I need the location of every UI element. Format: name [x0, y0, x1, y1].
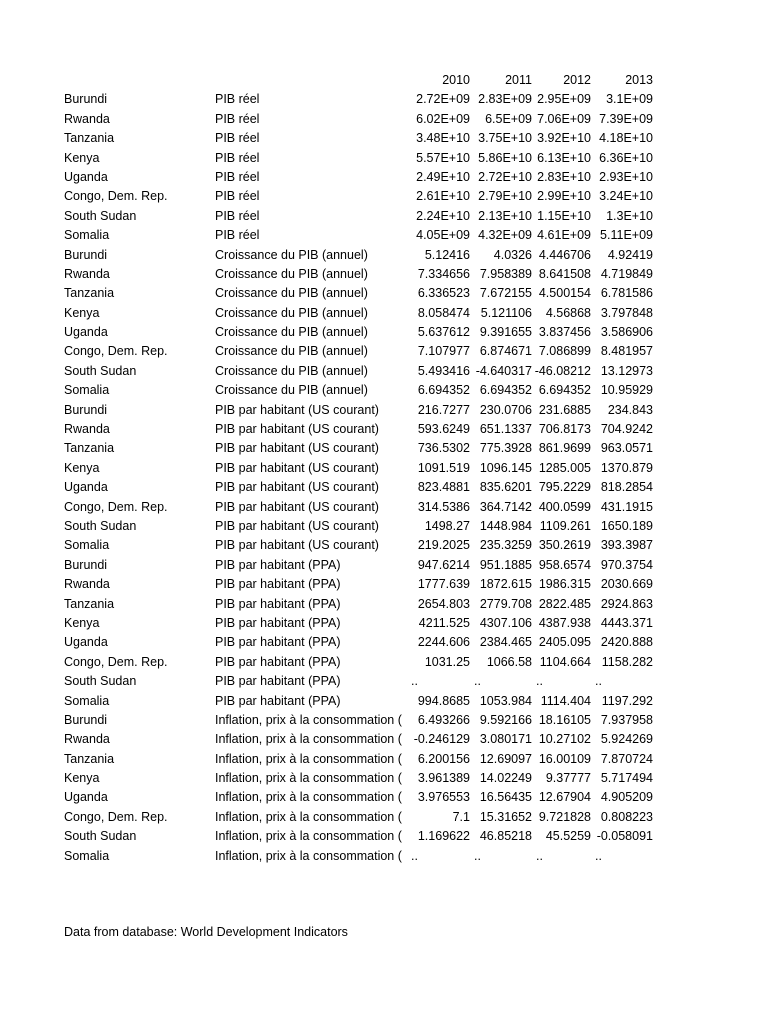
- table-row: [64, 168, 724, 187]
- value-cell-2012: 400.0599: [538, 499, 591, 514]
- table-row: [64, 381, 724, 400]
- value-cell-2010: 2.49E+10: [416, 169, 470, 184]
- indicator-cell: PIB par habitant (PPA): [215, 577, 341, 592]
- indicator-cell: PIB par habitant (US courant): [215, 422, 379, 437]
- value-cell-2013: 6.36E+10: [599, 150, 653, 165]
- value-cell-2010: 593.6249: [417, 422, 470, 437]
- value-cell-2011: 2779.708: [479, 596, 532, 611]
- value-cell-2011: 651.1337: [479, 422, 532, 437]
- value-cell-2011: 9.391655: [479, 325, 532, 340]
- indicator-cell: Inflation, prix à la consommation (: [215, 712, 402, 727]
- value-cell-2011: 3.75E+10: [478, 131, 532, 146]
- table-row: [64, 110, 724, 129]
- value-cell-2010: 7.1: [452, 809, 470, 824]
- table-row: [64, 711, 724, 730]
- table-row: [64, 808, 724, 827]
- indicator-cell: PIB réel: [215, 150, 260, 165]
- value-cell-2013: ..: [595, 848, 602, 863]
- value-cell-2013: 4.719849: [600, 266, 653, 281]
- value-cell-2012: 7.086899: [538, 344, 591, 359]
- value-cell-2011: 6.5E+09: [485, 111, 532, 126]
- value-cell-2011: 15.31652: [479, 809, 532, 824]
- value-cell-2012: 1109.261: [539, 518, 591, 533]
- value-cell-2012: 350.2619: [538, 538, 591, 553]
- value-cell-2012: 4.56868: [545, 305, 591, 320]
- value-cell-2010: 1091.519: [417, 460, 470, 475]
- value-cell-2013: 1197.292: [601, 693, 653, 708]
- value-cell-2012: 1285.005: [538, 460, 591, 475]
- value-cell-2013: 963.0571: [600, 441, 653, 456]
- country-cell: Rwanda: [64, 422, 110, 437]
- table-row: [64, 401, 724, 420]
- value-cell-2011: 4.32E+09: [478, 228, 532, 243]
- country-cell: Tanzania: [64, 751, 115, 766]
- value-cell-2012: -46.08212: [534, 363, 591, 378]
- value-cell-2011: 6.694352: [479, 383, 532, 398]
- value-cell-2013: 8.481957: [600, 344, 653, 359]
- country-cell: Tanzania: [64, 131, 115, 146]
- value-cell-2010: 314.5386: [417, 499, 470, 514]
- table-row: [64, 439, 724, 458]
- indicator-cell: PIB réel: [215, 228, 260, 243]
- value-cell-2010: 6.493266: [417, 712, 470, 727]
- value-cell-2013: 2.93E+10: [599, 169, 653, 184]
- value-cell-2011: 5.121106: [480, 305, 532, 320]
- value-cell-2010: 994.8685: [417, 693, 470, 708]
- value-cell-2013: 5.11E+09: [600, 228, 653, 243]
- value-cell-2010: 5.57E+10: [416, 150, 470, 165]
- value-cell-2013: 2030.669: [600, 577, 653, 592]
- value-cell-2010: ..: [411, 848, 418, 863]
- country-cell: Burundi: [64, 92, 108, 107]
- value-cell-2012: ..: [536, 674, 543, 689]
- country-cell: Kenya: [64, 305, 100, 320]
- value-cell-2010: 2.24E+10: [416, 208, 470, 223]
- table-row: [64, 730, 724, 749]
- value-cell-2010: ..: [411, 674, 418, 689]
- country-cell: Kenya: [64, 771, 100, 786]
- indicator-cell: PIB par habitant (US courant): [215, 518, 379, 533]
- value-cell-2012: 9.721828: [538, 809, 591, 824]
- country-cell: Rwanda: [64, 111, 110, 126]
- value-cell-2011: 775.3928: [479, 441, 532, 456]
- table-row: [64, 362, 724, 381]
- value-cell-2013: 5.717494: [600, 771, 653, 786]
- indicator-cell: PIB par habitant (PPA): [215, 615, 341, 630]
- indicator-cell: Inflation, prix à la consommation (: [215, 790, 402, 805]
- value-cell-2012: 1986.315: [538, 577, 591, 592]
- value-cell-2012: 3.837456: [538, 325, 591, 340]
- indicator-cell: Inflation, prix à la consommation (: [215, 848, 402, 863]
- country-cell: Uganda: [64, 635, 108, 650]
- indicator-cell: PIB par habitant (US courant): [215, 460, 379, 475]
- country-cell: Congo, Dem. Rep.: [64, 499, 168, 514]
- country-cell: Rwanda: [64, 577, 110, 592]
- value-cell-2013: 2420.888: [600, 635, 653, 650]
- value-cell-2011: -4.640317: [475, 363, 532, 378]
- value-cell-2012: 706.8173: [538, 422, 591, 437]
- table-row: [64, 633, 724, 652]
- value-cell-2011: 2.83E+09: [478, 92, 532, 107]
- value-cell-2010: 7.107977: [417, 344, 470, 359]
- value-cell-2010: 823.4881: [417, 480, 470, 495]
- table-row: [64, 498, 724, 517]
- value-cell-2013: 2924.863: [600, 596, 653, 611]
- country-cell: Uganda: [64, 169, 108, 184]
- table-row: [64, 769, 724, 788]
- year-header-2010: 2010: [442, 73, 470, 87]
- value-cell-2013: 4.18E+10: [599, 131, 653, 146]
- value-cell-2012: 12.67904: [538, 790, 591, 805]
- value-cell-2010: 1.169622: [417, 829, 470, 844]
- table-row: [64, 129, 724, 148]
- indicator-cell: PIB par habitant (PPA): [215, 654, 341, 669]
- value-cell-2013: 818.2854: [600, 480, 653, 495]
- country-cell: Uganda: [64, 325, 108, 340]
- value-cell-2012: 1104.664: [539, 654, 591, 669]
- table-row: [64, 692, 724, 711]
- value-cell-2011: 46.85218: [479, 829, 532, 844]
- value-cell-2012: 958.6574: [538, 557, 591, 572]
- value-cell-2011: 1066.58: [486, 654, 532, 669]
- value-cell-2012: 2405.095: [538, 635, 591, 650]
- indicator-cell: PIB par habitant (US courant): [215, 538, 379, 553]
- indicator-cell: Croissance du PIB (annuel): [215, 363, 368, 378]
- country-cell: South Sudan: [64, 829, 137, 844]
- value-cell-2011: 2.72E+10: [478, 169, 532, 184]
- value-cell-2010: 2654.803: [417, 596, 470, 611]
- table-row: [64, 187, 724, 206]
- value-cell-2010: 3.961389: [417, 771, 470, 786]
- value-cell-2013: 5.924269: [600, 732, 653, 747]
- value-cell-2013: 7.937958: [600, 712, 653, 727]
- value-cell-2012: 4.61E+09: [537, 228, 591, 243]
- indicator-cell: PIB réel: [215, 131, 260, 146]
- value-cell-2013: 0.808223: [600, 809, 653, 824]
- value-cell-2013: 431.1915: [600, 499, 653, 514]
- value-cell-2012: 1.15E+10: [537, 208, 591, 223]
- value-cell-2012: 861.9699: [538, 441, 591, 456]
- value-cell-2011: 951.1885: [479, 557, 532, 572]
- table-row: [64, 847, 724, 866]
- value-cell-2013: 6.781586: [600, 286, 653, 301]
- value-cell-2013: 1370.879: [600, 460, 653, 475]
- value-cell-2011: 9.592166: [479, 712, 532, 727]
- value-cell-2011: ..: [474, 848, 481, 863]
- value-cell-2011: 7.672155: [479, 286, 532, 301]
- value-cell-2011: 1053.984: [479, 693, 532, 708]
- value-cell-2010: 6.02E+09: [416, 111, 470, 126]
- country-cell: Congo, Dem. Rep.: [64, 344, 168, 359]
- table-row: [64, 750, 724, 769]
- indicator-cell: PIB par habitant (PPA): [215, 557, 341, 572]
- indicator-cell: Croissance du PIB (annuel): [215, 325, 368, 340]
- value-cell-2012: 18.16105: [538, 712, 591, 727]
- value-cell-2012: 6.694352: [538, 383, 591, 398]
- table-row: [64, 226, 724, 245]
- value-cell-2010: 6.336523: [417, 286, 470, 301]
- indicator-cell: Inflation, prix à la consommation (: [215, 771, 402, 786]
- value-cell-2013: 234.843: [607, 402, 653, 417]
- value-cell-2011: 14.02249: [479, 771, 532, 786]
- indicator-cell: PIB par habitant (US courant): [215, 480, 379, 495]
- value-cell-2010: 3.48E+10: [416, 131, 470, 146]
- table-row: [64, 478, 724, 497]
- value-cell-2010: -0.246129: [413, 732, 470, 747]
- value-cell-2011: 5.86E+10: [478, 150, 532, 165]
- value-cell-2011: 2.79E+10: [478, 189, 532, 204]
- value-cell-2011: 3.080171: [479, 732, 532, 747]
- value-cell-2013: 1158.282: [601, 654, 653, 669]
- country-cell: Burundi: [64, 402, 108, 417]
- country-cell: Somalia: [64, 693, 110, 708]
- indicator-cell: PIB par habitant (US courant): [215, 441, 379, 456]
- value-cell-2010: 4.05E+09: [416, 228, 470, 243]
- indicator-cell: Croissance du PIB (annuel): [215, 305, 368, 320]
- table-row: [64, 90, 724, 109]
- country-cell: Kenya: [64, 150, 100, 165]
- value-cell-2010: 2.61E+10: [416, 189, 470, 204]
- value-cell-2012: 1114.404: [540, 693, 591, 708]
- indicator-cell: Inflation, prix à la consommation (: [215, 829, 402, 844]
- table-row: [64, 827, 724, 846]
- country-cell: Rwanda: [64, 266, 110, 281]
- country-cell: South Sudan: [64, 674, 137, 689]
- country-cell: Congo, Dem. Rep.: [64, 809, 168, 824]
- country-cell: Tanzania: [64, 286, 115, 301]
- value-cell-2012: 4387.938: [538, 615, 591, 630]
- value-cell-2010: 6.694352: [417, 383, 470, 398]
- value-cell-2010: 5.12416: [424, 247, 470, 262]
- country-cell: Tanzania: [64, 596, 115, 611]
- indicator-cell: PIB par habitant (PPA): [215, 635, 341, 650]
- indicator-cell: Inflation, prix à la consommation (: [215, 751, 402, 766]
- indicator-cell: Croissance du PIB (annuel): [215, 286, 368, 301]
- value-cell-2010: 736.5302: [417, 441, 470, 456]
- table-row: [64, 672, 724, 691]
- indicator-cell: PIB par habitant (US courant): [215, 499, 379, 514]
- value-cell-2013: 3.797848: [600, 305, 653, 320]
- value-cell-2012: 8.641508: [538, 266, 591, 281]
- value-cell-2011: 16.56435: [479, 790, 532, 805]
- value-cell-2012: 4.446706: [538, 247, 591, 262]
- country-cell: Kenya: [64, 615, 100, 630]
- value-cell-2013: -0.058091: [596, 829, 653, 844]
- country-cell: Tanzania: [64, 441, 115, 456]
- value-cell-2013: ..: [595, 674, 602, 689]
- table-row: [64, 653, 724, 672]
- source-note: Data from database: World Development Indicators: [64, 925, 348, 939]
- indicator-cell: PIB réel: [215, 189, 260, 204]
- country-cell: Somalia: [64, 383, 110, 398]
- value-cell-2011: 1872.615: [479, 577, 532, 592]
- year-header-2013: 2013: [625, 73, 653, 87]
- value-cell-2011: 4.0326: [493, 247, 532, 262]
- value-cell-2010: 4211.525: [418, 615, 470, 630]
- indicator-cell: PIB par habitant (PPA): [215, 693, 341, 708]
- indicator-cell: Croissance du PIB (annuel): [215, 247, 368, 262]
- value-cell-2013: 10.95929: [600, 383, 653, 398]
- value-cell-2012: 16.00109: [538, 751, 591, 766]
- table-row: [64, 323, 724, 342]
- indicator-cell: PIB par habitant (US courant): [215, 402, 379, 417]
- country-cell: Congo, Dem. Rep.: [64, 189, 168, 204]
- value-cell-2012: 2.99E+10: [537, 189, 591, 204]
- table-row: [64, 595, 724, 614]
- value-cell-2011: 7.958389: [479, 266, 532, 281]
- table-row: [64, 420, 724, 439]
- value-cell-2010: 947.6214: [417, 557, 470, 572]
- table-row: [64, 342, 724, 361]
- value-cell-2013: 7.870724: [600, 751, 653, 766]
- indicator-cell: Croissance du PIB (annuel): [215, 344, 368, 359]
- value-cell-2012: 10.27102: [538, 732, 591, 747]
- value-cell-2012: ..: [536, 848, 543, 863]
- value-cell-2011: 12.69097: [479, 751, 532, 766]
- value-cell-2013: 4.92419: [607, 247, 653, 262]
- country-cell: Rwanda: [64, 732, 110, 747]
- country-cell: Burundi: [64, 712, 108, 727]
- value-cell-2013: 704.9242: [600, 422, 653, 437]
- value-cell-2010: 1031.25: [424, 654, 470, 669]
- value-cell-2013: 4443.371: [600, 615, 653, 630]
- country-cell: Somalia: [64, 848, 110, 863]
- country-cell: Somalia: [64, 228, 110, 243]
- value-cell-2012: 9.37777: [545, 771, 591, 786]
- value-cell-2013: 3.1E+09: [606, 92, 653, 107]
- value-cell-2012: 7.06E+09: [537, 111, 591, 126]
- value-cell-2010: 5.493416: [417, 363, 470, 378]
- value-cell-2010: 219.2025: [417, 538, 470, 553]
- value-cell-2011: 235.3259: [479, 538, 532, 553]
- table-row: [64, 575, 724, 594]
- value-cell-2013: 3.24E+10: [599, 189, 653, 204]
- indicator-cell: PIB réel: [215, 111, 260, 126]
- value-cell-2012: 2.83E+10: [537, 169, 591, 184]
- table-row: [64, 536, 724, 555]
- value-cell-2012: 6.13E+10: [537, 150, 591, 165]
- value-cell-2010: 7.334656: [417, 266, 470, 281]
- value-cell-2011: 2.13E+10: [478, 208, 532, 223]
- country-cell: South Sudan: [64, 208, 137, 223]
- value-cell-2012: 231.6885: [538, 402, 591, 417]
- value-cell-2011: 835.6201: [479, 480, 532, 495]
- value-cell-2010: 2.72E+09: [416, 92, 470, 107]
- indicator-cell: PIB par habitant (PPA): [215, 596, 341, 611]
- table-body: [64, 90, 724, 866]
- indicator-cell: Inflation, prix à la consommation (: [215, 809, 402, 824]
- value-cell-2010: 1498.27: [424, 518, 470, 533]
- value-cell-2011: 230.0706: [479, 402, 532, 417]
- value-cell-2012: 4.500154: [538, 286, 591, 301]
- indicator-cell: PIB réel: [215, 169, 260, 184]
- value-cell-2013: 1.3E+10: [606, 208, 653, 223]
- value-cell-2013: 7.39E+09: [599, 111, 653, 126]
- indicator-cell: Croissance du PIB (annuel): [215, 266, 368, 281]
- value-cell-2010: 1777.639: [417, 577, 470, 592]
- indicator-cell: PIB par habitant (PPA): [215, 674, 341, 689]
- table-row: [64, 246, 724, 265]
- value-cell-2010: 216.7277: [417, 402, 470, 417]
- table-row: [64, 284, 724, 303]
- year-header-2011: 2011: [505, 73, 532, 87]
- value-cell-2012: 2.95E+09: [537, 92, 591, 107]
- indicator-cell: Croissance du PIB (annuel): [215, 383, 368, 398]
- value-cell-2013: 3.586906: [600, 325, 653, 340]
- country-cell: Somalia: [64, 538, 110, 553]
- table-row: [64, 614, 724, 633]
- value-cell-2010: 5.637612: [417, 325, 470, 340]
- table-row: [64, 207, 724, 226]
- table-row: [64, 517, 724, 536]
- value-cell-2011: 364.7142: [479, 499, 532, 514]
- value-cell-2010: 2244.606: [417, 635, 470, 650]
- value-cell-2011: 1448.984: [479, 518, 532, 533]
- value-cell-2012: 2822.485: [538, 596, 591, 611]
- indicator-cell: Inflation, prix à la consommation (: [215, 732, 402, 747]
- table-row: [64, 304, 724, 323]
- value-cell-2011: 2384.465: [479, 635, 532, 650]
- year-header-2012: 2012: [563, 73, 591, 87]
- value-cell-2013: 970.3754: [600, 557, 653, 572]
- value-cell-2011: 1096.145: [479, 460, 532, 475]
- country-cell: Burundi: [64, 557, 108, 572]
- value-cell-2012: 795.2229: [538, 480, 591, 495]
- country-cell: Kenya: [64, 460, 100, 475]
- value-cell-2011: 6.874671: [479, 344, 532, 359]
- value-cell-2013: 1650.189: [600, 518, 653, 533]
- country-cell: Congo, Dem. Rep.: [64, 654, 168, 669]
- country-cell: South Sudan: [64, 518, 137, 533]
- value-cell-2013: 393.3987: [600, 538, 653, 553]
- table-row: [64, 556, 724, 575]
- table-row: [64, 149, 724, 168]
- value-cell-2011: ..: [474, 674, 481, 689]
- value-cell-2013: 4.905209: [600, 790, 653, 805]
- indicator-cell: PIB réel: [215, 92, 260, 107]
- value-cell-2011: 4307.106: [479, 615, 532, 630]
- data-table: [64, 71, 724, 866]
- table-row: [64, 788, 724, 807]
- country-cell: Uganda: [64, 790, 108, 805]
- value-cell-2010: 3.976553: [417, 790, 470, 805]
- table-row: [64, 459, 724, 478]
- header-row: [64, 71, 724, 90]
- country-cell: South Sudan: [64, 363, 137, 378]
- value-cell-2012: 45.5259: [545, 829, 591, 844]
- value-cell-2012: 3.92E+10: [537, 131, 591, 146]
- value-cell-2010: 6.200156: [417, 751, 470, 766]
- value-cell-2013: 13.12973: [600, 363, 653, 378]
- country-cell: Burundi: [64, 247, 108, 262]
- country-cell: Uganda: [64, 480, 108, 495]
- indicator-cell: PIB réel: [215, 208, 260, 223]
- value-cell-2010: 8.058474: [417, 305, 470, 320]
- table-row: [64, 265, 724, 284]
